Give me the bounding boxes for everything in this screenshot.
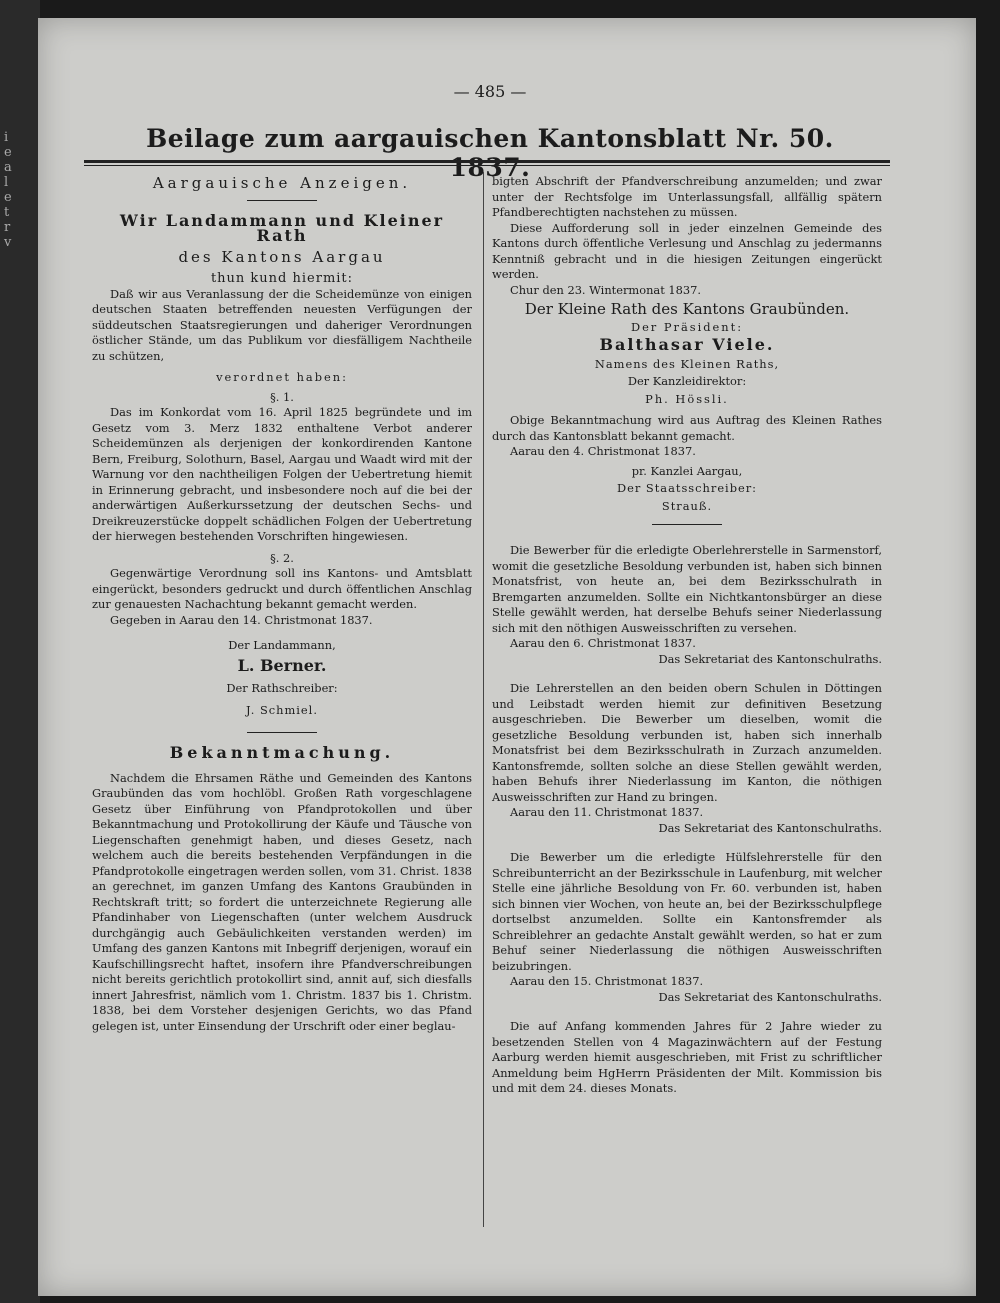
sekretariat-signature-3: Das Sekretariat des Kantonschulraths. <box>658 989 882 1004</box>
notice-doettingen: Die Lehrerstellen an den beiden obern Schulen in Döttingen und Leibstadt werden hiemit zur definitiven Besetzung ausgeschrieben. Die Bewerber um dieselben, womit die gesetzliche Besoldung verbunden ist, haben sich innerhalb Monatsfrist bei dem Bezirksschulrath in Zurzach anzumelden. Kantonsfremde, sollten solche an diese Stellen gewählt werden, haben Behufs ihrer Niederlassung im Kanton, die nöthigen Ausweisschriften zur Hand zu bringen. <box>492 681 882 804</box>
president-title: Der Präsident: <box>630 319 744 334</box>
paragraph-2-text: Gegenwärtige Verordnung soll ins Kantons- und Amtsblatt eingerückt, besonders gedruckt und durch öffentlichen Anschlag zur genauesten Nachachtung bekannt gemacht werden. <box>92 566 472 611</box>
notice-sarmenstorf: Die Bewerber für die erledigte Oberlehrerstelle in Sarmenstorf, womit die gesetzliche Besoldung verbunden ist, haben sich binnen Monatsfrist, von heute an, bei dem Bezirksschulrath in Bremgarten anzumelden. Sollte ein Nichtkantonsbürger an diese Stelle gewählt werden, hat derselbe Behufs seiner Niederlassung sich mit den nöthigen Ausweisschriften zu versehen. <box>492 543 882 635</box>
staatsschreiber-title: Der Staatsschreiber: <box>616 481 758 495</box>
signature-name-rathschreiber: J. Schmiel. <box>246 702 318 717</box>
kanzlei-aargau: pr. Kanzlei Aargau, <box>631 463 743 478</box>
adjacent-page-edge <box>0 0 40 1303</box>
notice-aarburg: Die auf Anfang kommenden Jahres für 2 Jahre wieder zu besetzenden Stellen von 4 Magazinwächtern auf der Festung Aarburg werden hiemit ausgeschrieben, mit Frist zu schriftlicher Anmeldung beim HgHerrn Präsidenten der Milt. Kommission bis und mit dem 24. dieses Monats. <box>492 1019 882 1095</box>
aarau-date-3: Aarau den 11. Christmonat 1837. <box>510 805 704 819</box>
kanzleidirektor-name: Ph. Hössli. <box>645 391 729 406</box>
sekretariat-signature-1: Das Sekretariat des Kantonschulraths. <box>658 651 882 666</box>
section-heading: Aargauische Anzeigen. <box>152 174 412 192</box>
kanzleidirektor-title: Der Kanzleidirektor: <box>627 374 747 388</box>
divider <box>247 732 317 733</box>
announcement-continuation: bigten Abschrift der Pfandverschreibung anzumelden; und zwar unter der Rechtsfolge im Unterlassungsfall, allfällig spätern Pfandberechtigten nachstehen zu müssen. <box>492 174 882 219</box>
staatsschreiber-name: Strauß. <box>661 498 713 513</box>
president-name: Balthasar Viele. <box>599 335 775 354</box>
sekretariat-signature-2: Das Sekretariat des Kantonschulraths. <box>658 820 882 835</box>
decree-intro: thun kund hiermit: <box>210 271 354 286</box>
decree-verordnet: verordnet haben: <box>216 370 348 384</box>
decree-preamble: Daß wir aus Veranlassung der die Scheidemünze von einigen deutschen Staaten betreffenden neuesten Verfügungen der süddeutschen Staatsregierungen und dahеriger Verordnungen östlicher Stände, um das Publikum vor diesfälligem Nachtheile zu schützen, <box>92 286 472 363</box>
decree-subheading: des Kantons Aargau <box>178 247 386 266</box>
namens-line: Namens des Kleinen Raths, <box>594 356 780 371</box>
page-title: Beilage zum aargauischen Kantonsblatt Nr. 50. 1837. <box>146 124 834 182</box>
notice-laufenburg: Die Bewerber um die erledigte Hülfslehrerstelle für den Schreibunterricht an der Bezirksschule in Laufenburg, mit welcher Stelle eine jährliche Besoldung von Fr. 60. verbunden ist, haben sich binnen vier Wochen, von heute an, bei der Bezirksschulpflege dortselbst anzumelden. Sollte ein Kantonsfremder als Schreiblehrer an gedachte Anstalt gewählt werden, so hat er zum Behuf seiner Niederlassung die nöthigen Ausweisschriften beizubringen. <box>492 850 882 973</box>
signature-title-rathschreiber: Der Rathschreiber: <box>226 681 338 695</box>
signature-title-landammann: Der Landammann, <box>228 638 336 652</box>
chur-date: Chur den 23. Wintermonat 1837. <box>510 282 702 297</box>
paragraph-1-heading: §. 1. <box>270 389 294 404</box>
column-divider <box>483 172 484 1227</box>
decree-heading: Wir Landammann und Kleiner Rath <box>119 210 445 245</box>
divider <box>247 200 317 201</box>
given-date: Gegeben in Aarau den 14. Christmonat 1837. <box>110 612 373 627</box>
announcement-text: Nachdem die Ehrsamen Räthe und Gemeinden des Kantons Graubünden das vom hochlöbl. Großen Rath vorgeschlagene Gesetz über Einführung von Pfandprotokollen und über Bekanntmachung und Protokollirung der Käufe und Täusche von Liegenschaften genehmigt haben, und dieses Gesetz, nach welchem auch die bereits bestehenden Verpfändungen in die Pfandprotokolle eingetragen werden sollen, vom 31. Christ. 1838 an gerechnet, im ganzen Umfang des Kantons Graubünden in Rechtskraft tritt; so fordert die unterzeichnete Regierung alle Pfandinhaber von Liegenschaften (unter welchem Ausdruck durchgängig auch Gebäulichkeiten verstanden werden) im Umfang des ganzen Kantons mit Inbegriff derjenigen, worauf ein Kaufschillingsrecht haftet, insofern ihre Pfandverschreibungen nicht bereits gerichtlich protokollirt sind, annit auf, sich diesfalls innert Jahresfrist, nämlich vom 1. Christm. 1837 bis 1. Christm. 1838, bei dem Vorsteher desjenigen Gerichts, wo das Pfand gelegen ist, unter Einsendung der Urschrift oder einer beglau- <box>92 770 472 1033</box>
announcement-heading: Bekanntmachung. <box>169 743 395 762</box>
adjacent-page-fragment: i e a l e t r v <box>4 130 12 250</box>
title-rule-thin <box>84 165 890 166</box>
paragraph-2-heading: §. 2. <box>270 550 294 565</box>
aarau-date-1: Aarau den 4. Christmonat 1837. <box>510 444 696 458</box>
page-number: — 485 — <box>453 82 527 101</box>
divider <box>652 524 722 525</box>
right-column <box>492 174 882 1097</box>
signature-name-landammann: L. Berner. <box>237 655 327 675</box>
aarau-date-2: Aarau den 6. Christmonat 1837. <box>510 636 696 650</box>
announcement-publication: Diese Aufforderung soll in jeder einzelnen Gemeinde des Kantons durch öffentliche Verlesung und Anschlag zu jedermanns Kenntniß gebracht und in die hiesigen Zeitungen eingerückt werden. <box>492 220 882 281</box>
council-signature: Der Kleine Rath des Kantons Graubünden. <box>524 300 850 318</box>
paragraph-1-text: Das im Konkordat vom 16. April 1825 begründete und im Gesetz vom 3. Merz 1832 enthaltene Verbot anderer Scheidemünzen als derjenigen der konkordirenden Kantone Bern, Freiburg, Solothurn, Basel, Aargau und Waadt wird mit der Warnung vor den nachtheiligen Folgen der Uebertretung hiemit in Erinnerung gebracht, und insbesondere noch auf die bei der anderwärtigen Außerkurssetzung der deutschen Sechs- und Dreikreuzerstücke doppelt schädlichen Folgen der Uebertretung der hierwegen bestehenden Vorschriften hingewiesen. <box>92 405 472 543</box>
aarau-date-4: Aarau den 15. Christmonat 1837. <box>510 974 704 988</box>
title-rule-thick <box>84 160 890 163</box>
publication-note: Obige Bekanntmachung wird aus Auftrag des Kleinen Rathes durch das Kantonsblatt bekannt gemacht. <box>492 413 882 443</box>
left-column <box>92 176 472 1034</box>
